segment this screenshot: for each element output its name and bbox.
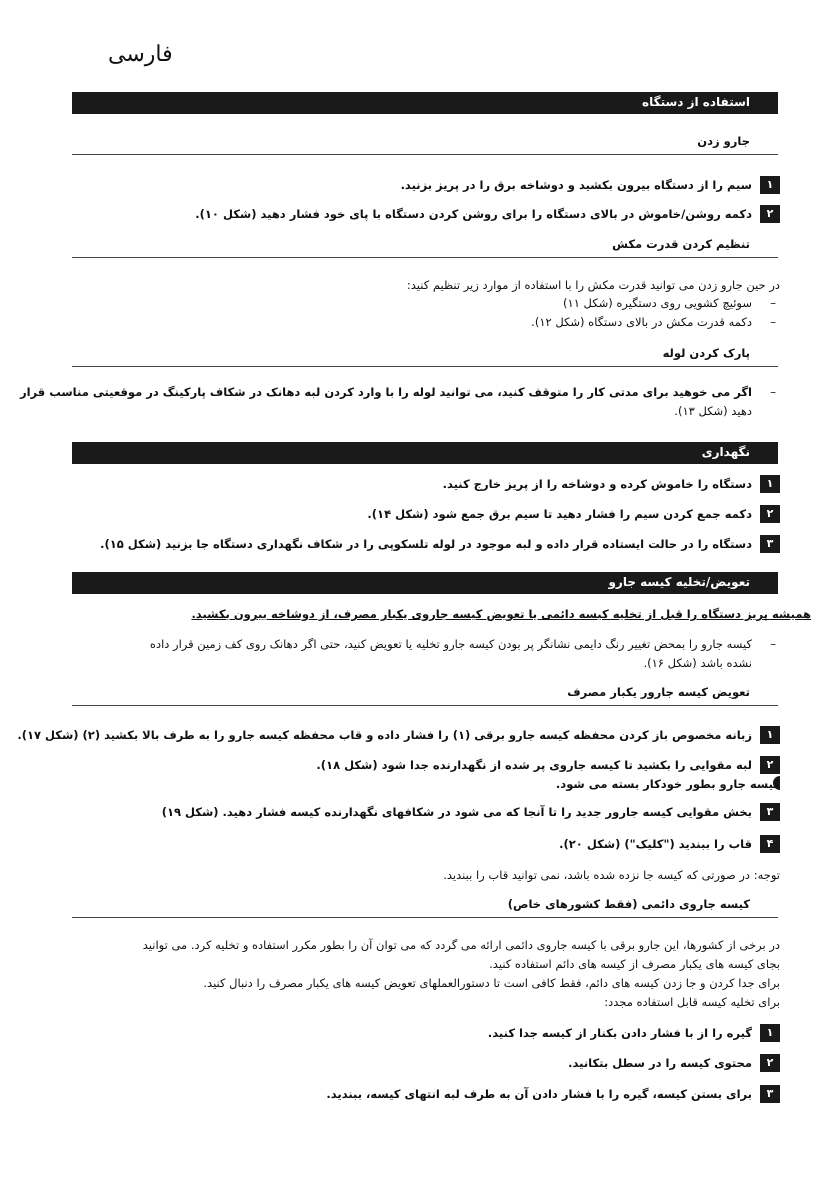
step-item (60, 1054, 780, 1074)
step-item (60, 1085, 780, 1105)
step-item (17, 726, 780, 746)
step-text: دکمه جمع کردن سیم را فشار دهید تا سیم برق جمع شود (شکل ۱۴). (367, 507, 752, 521)
step-item (60, 505, 780, 525)
step-text: برای بستن کیسه، گیره را با فشار دادن آن به طرف لبه انتهای کیسه، ببندید. (326, 1087, 752, 1101)
step-text: بخش مقوایی کیسه جارور جدید را تا آنجا که می شود در شکافهای نگهدارنده کیسه فشار دهید. (شکل ۱۹) (161, 805, 752, 819)
step-number: ۲ (760, 1054, 780, 1072)
step-item (60, 803, 780, 823)
step-text: دکمه روشن/خاموش در بالای دستگاه را برای روشن کردن دستگاه با پای خود فشار دهید (شکل ۱۰). (195, 207, 752, 221)
subsection-title: تعویض کیسه جارور یکبار مصرف (567, 685, 750, 699)
step-item (60, 756, 780, 776)
step-item (60, 1024, 780, 1044)
bullet-item (60, 315, 780, 333)
step-number: ۳ (760, 1085, 780, 1103)
step-text: زبانه مخصوص باز کردن محفظه کیسه جارو برقی (۱) را فشار داده و قاب محفظه کیسه جارو را به طرف بالا بکشید (۲) (شکل ۱۷). (17, 728, 752, 742)
step-text: قاب را ببندید ("کلیک") (شکل ۲۰). (559, 837, 752, 851)
bullet-text: سوئیچ کشویی روی دستگیره (شکل ۱۱) (563, 296, 752, 310)
step-item (60, 535, 780, 555)
bullet-text: نشده باشد (شکل ۱۶). (643, 656, 752, 670)
subsection-header-parking (72, 342, 778, 367)
step-item (60, 176, 780, 196)
section-title: تعویض/تخلیه کیسه جارو (608, 575, 750, 589)
section-title: نگهداری (701, 445, 750, 459)
warning-text: همیشه پریز دستگاه را قبل از تخلیه کیسه دائمی یا تعویض کیسه جاروی یکبار مصرف، از دوشاخه بیرون بکشید. (191, 607, 811, 621)
step-number: ۱ (760, 176, 780, 194)
subsection-header-vacuuming (72, 130, 778, 155)
step-number: ۱ (760, 1024, 780, 1042)
step-number: ۴ (760, 835, 780, 853)
step-text: گیره را از با فشار دادن بکنار از کیسه جدا کنید. (487, 1026, 752, 1040)
bullet-text: دهید (شکل ۱۳). (674, 404, 752, 418)
bullet-continuation (60, 404, 780, 422)
subsection-title: پارک کردن لوله (662, 346, 750, 360)
step-number: ۱ (760, 726, 780, 744)
note-text: توجه: در صورتی که کیسه جا نزده شده باشد، نمی توانید قاب را ببندید. (443, 868, 780, 882)
subsection-title: جارو زدن (697, 134, 750, 148)
bullet-dash: – (770, 637, 776, 651)
step-number: ۲ (760, 756, 780, 774)
paragraph-line: برای جدا کردن و جا زدن کیسه های دائم، فقط کافی است تا دستورالعملهای تعویض کیسه های یکبار مصرف را دنبال کنید. (203, 976, 780, 990)
bullet-text: کیسه جارو را بمحض تغییر رنگ دایمی نشانگر پر بودن کیسه جارو تخلیه یا تعویض کنید، حتی اگر دهانک روی کف زمین قرار داده (149, 637, 752, 651)
paragraph-line: برای تخلیه کیسه قابل استفاده مجدد: (604, 995, 780, 1009)
suction-intro: در حین جارو زدن می توانید قدرت مکش را با استفاده از موارد زیر تنظیم کنید: (406, 278, 780, 292)
bullet-text: اگر می خوهید برای مدتی کار را متوقف کنید، می توانید لوله را با وارد کردن لبه دهانک در شکاف پارکینگ در موقعیتی مناسب قرار (19, 385, 752, 399)
bullet-item (60, 637, 780, 655)
step-item (60, 205, 780, 225)
step-number: ۱ (760, 475, 780, 493)
subsection-header-disposable (72, 681, 778, 706)
step-number: ۲ (760, 205, 780, 223)
step-number: ۲ (760, 505, 780, 523)
bullet-dash: – (770, 296, 776, 310)
step-text: سیم را از دستگاه بیرون بکشید و دوشاخه برق را در پریز بزنید. (400, 178, 752, 192)
subsection-title: کیسه جاروی دائمی (فقط کشورهای خاص) (507, 897, 750, 911)
subsection-header-suction (72, 233, 778, 258)
bullet-text: دکمه قدرت مکش در بالای دستگاه (شکل ۱۲). (531, 315, 752, 329)
step-text: دستگاه را خاموش کرده و دوشاخه را از پریز خارج کنید. (442, 477, 752, 491)
subsection-header-permanent (72, 893, 778, 918)
paragraph-line: بجای کیسه های یکبار مصرف از کیسه های دائم استفاده کنید. (489, 957, 780, 971)
bullet-dash: – (770, 385, 776, 399)
bullet-item (19, 385, 780, 403)
step-text: دستگاه را در حالت ایستاده قرار داده و لبه موجود در لوله تلسکوپی را در شکاف نگهداری دستگاه جا بزنید (شکل ۱۵). (100, 537, 752, 551)
paragraph-line: در برخی از کشورها، این جارو برقی با کیسه جاروی دائمی ارائه می گردد که می توان آن را بطور مکرر استفاده و تخلیه کرد. می توانید (142, 938, 780, 952)
step-number: ۳ (760, 535, 780, 553)
section-title: استفاده از دستگاه (642, 95, 750, 109)
step-number: ۳ (760, 803, 780, 821)
section-header-bag (72, 572, 778, 594)
language-label: فارسی (108, 42, 173, 67)
section-header-usage (72, 92, 778, 114)
step-text: محتوی کیسه را در سطل بتکانید. (568, 1056, 752, 1070)
step-text: لبه مقوایی را بکشید تا کیسه جاروی پر شده از نگهدارنده جدا شود (شکل ۱۸). (316, 758, 752, 772)
subsection-title: تنظیم کردن قدرت مکش (612, 237, 750, 251)
section-header-storage (72, 442, 778, 464)
bullet-dash: – (770, 315, 776, 329)
bullet-item (60, 296, 780, 314)
step-item (60, 475, 780, 495)
auto-close-note: کیسه جارو بطور خودکار بسته می شود. (555, 777, 780, 791)
bullet-continuation (60, 656, 780, 674)
step-item (60, 835, 780, 855)
